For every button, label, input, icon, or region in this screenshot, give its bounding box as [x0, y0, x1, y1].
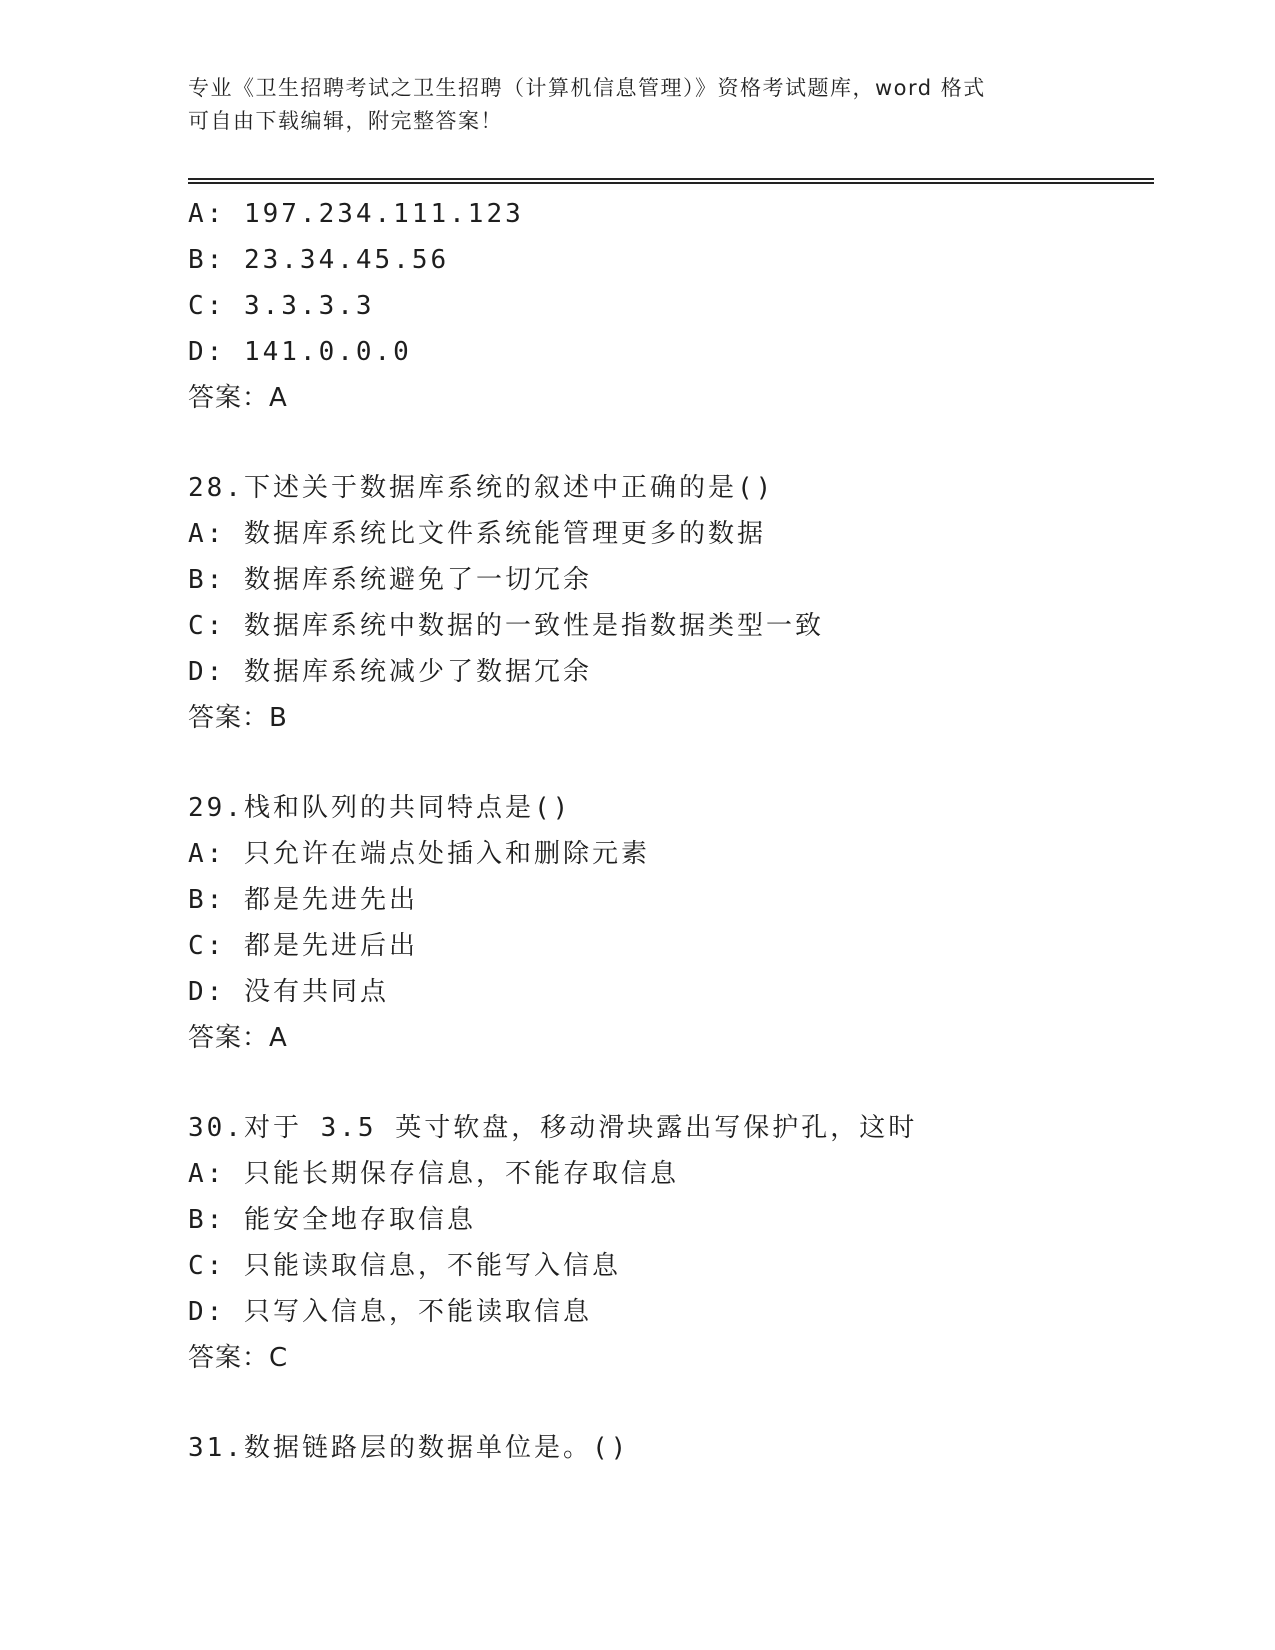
- question-28: 28.下述关于数据库系统的叙述中正确的是(): [188, 473, 775, 503]
- option-a: A: 数据库系统比文件系统能管理更多的数据: [188, 519, 766, 549]
- question-30: 30.对于 3.5 英寸软盘，移动滑块露出写保护孔，这时: [188, 1113, 918, 1143]
- question-31: 31.数据链路层的数据单位是。(): [188, 1433, 630, 1463]
- question-29: 29.栈和队列的共同特点是(): [188, 793, 572, 823]
- option-c: C: 数据库系统中数据的一致性是指数据类型一致: [188, 611, 824, 641]
- document-header: [188, 72, 1108, 138]
- option-c: C: 只能读取信息，不能写入信息: [188, 1251, 621, 1281]
- option-b: B: 都是先进先出: [188, 885, 418, 915]
- answer-line: 答案：B: [188, 703, 288, 733]
- option-b: B: 23.34.45.56: [188, 245, 450, 275]
- option-a: A: 197.234.111.123: [188, 199, 524, 229]
- answer-line: 答案：A: [188, 1023, 288, 1053]
- option-b: B: 数据库系统避免了一切冗余: [188, 565, 592, 595]
- option-d: D: 没有共同点: [188, 977, 389, 1007]
- option-c: C: 都是先进后出: [188, 931, 418, 961]
- option-d: D: 数据库系统减少了数据冗余: [188, 657, 592, 687]
- header-divider-top: [188, 178, 1154, 180]
- answer-line: 答案：A: [188, 383, 288, 413]
- option-a: A: 只允许在端点处插入和删除元素: [188, 839, 650, 869]
- answer-line: 答案：C: [188, 1343, 289, 1373]
- question-list: [188, 191, 1148, 1471]
- option-d: D: 只写入信息，不能读取信息: [188, 1297, 592, 1327]
- option-a: A: 只能长期保存信息，不能存取信息: [188, 1159, 679, 1189]
- option-d: D: 141.0.0.0: [188, 337, 412, 367]
- header-divider-bottom: [188, 182, 1154, 184]
- header-line-1: 专业《卫生招聘考试之卫生招聘（计算机信息管理）》资格考试题库，word 格式: [188, 76, 986, 100]
- option-b: B: 能安全地存取信息: [188, 1205, 476, 1235]
- option-c: C: 3.3.3.3: [188, 291, 375, 321]
- header-line-2: 可自由下载编辑，附完整答案！: [188, 109, 503, 133]
